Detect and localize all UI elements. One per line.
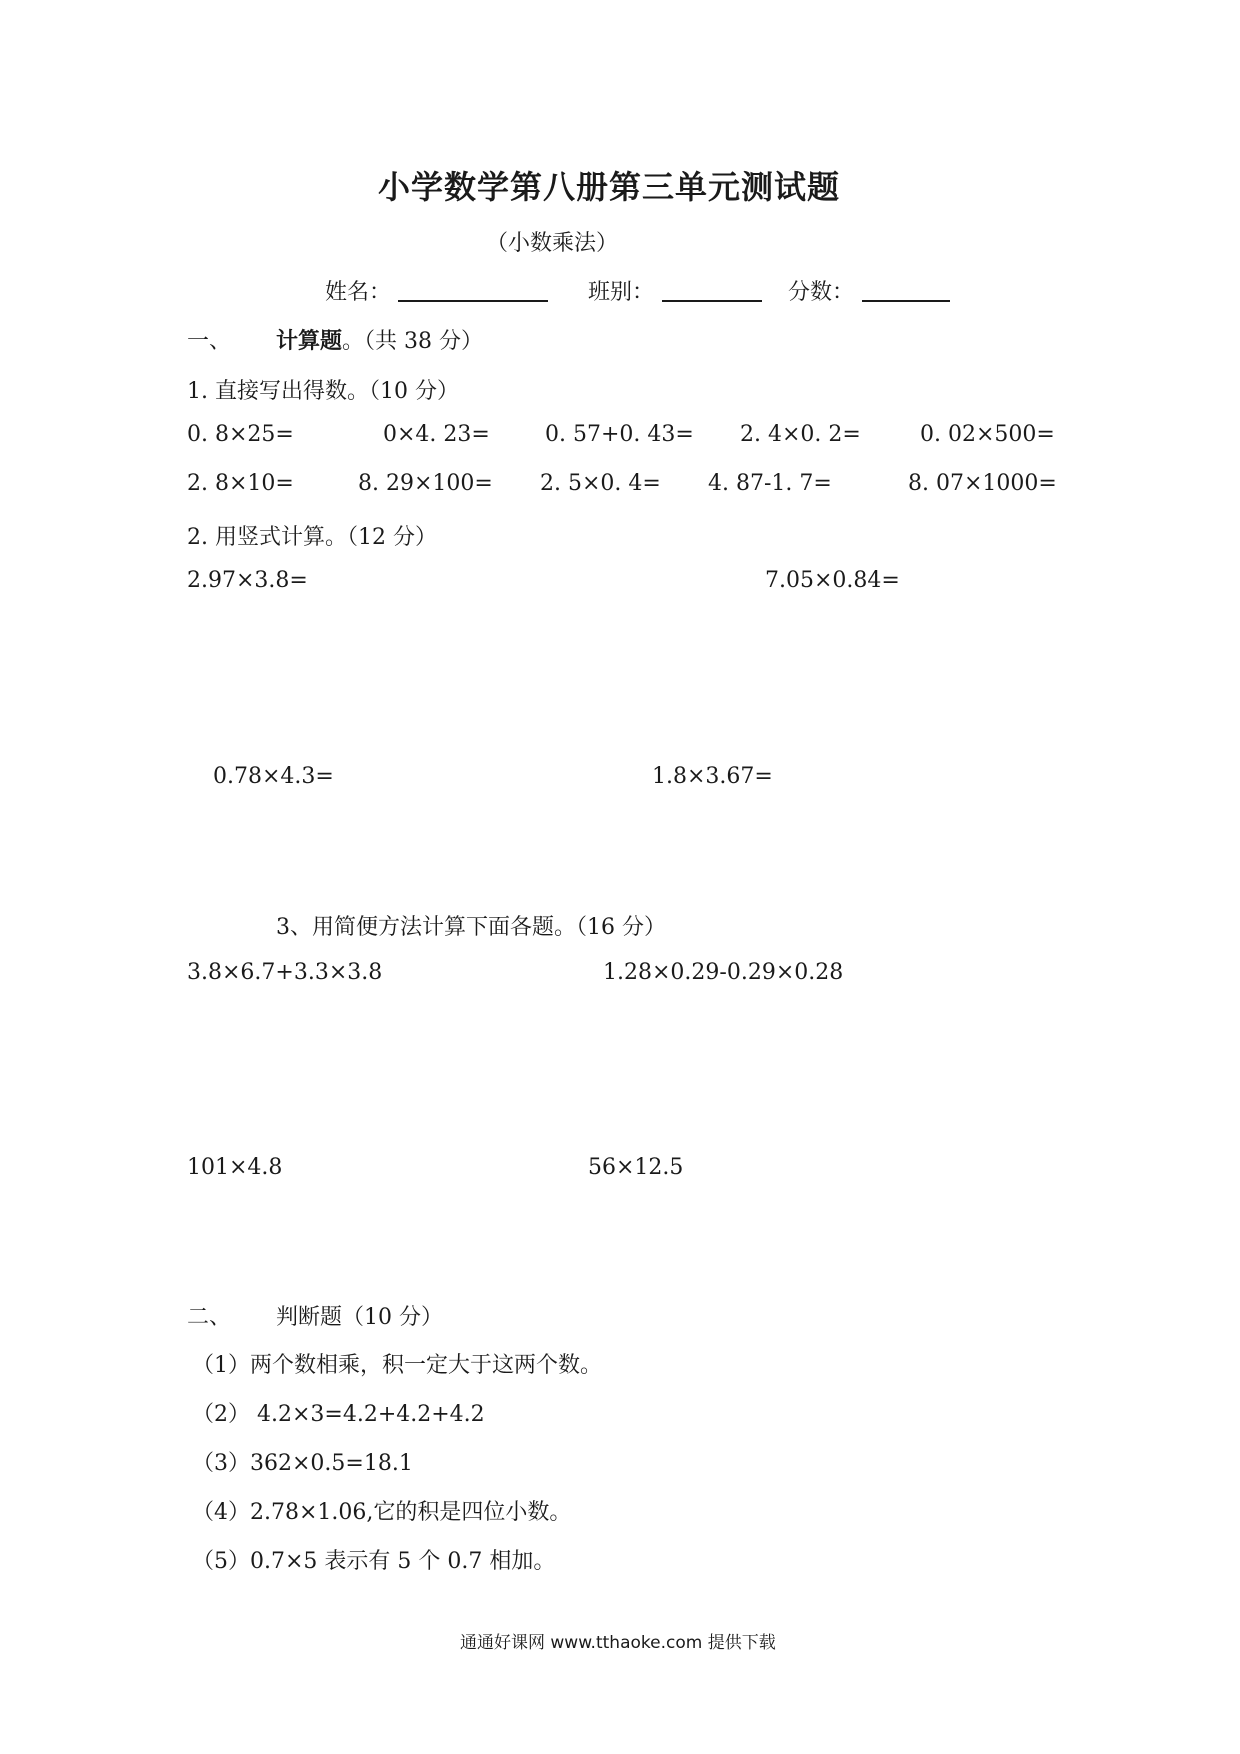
q1-row2-item: 2. 8×10= [187,471,294,496]
q3-title: 3、用简便方法计算下面各题。（16 分） [276,915,666,940]
section1-heading-rest: 。（共 38 分） [342,329,483,354]
class-field[interactable] [662,300,762,302]
q1-row2-item: 8. 07×1000= [908,471,1057,496]
q2-item: 7.05×0.84= [765,568,900,593]
q1-row2-item: 8. 29×100= [358,471,493,496]
q3-item: 1.28×0.29-0.29×0.28 [603,960,844,985]
page-subtitle: （小数乘法） [486,231,619,256]
judge-item: （5）0.7×5 表示有 5 个 0.7 相加。 [192,1549,556,1574]
score-field[interactable] [862,300,950,302]
q2-title: 2. 用竖式计算。（12 分） [187,525,437,550]
name-field[interactable] [398,300,548,302]
q3-item: 56×12.5 [588,1155,684,1180]
q1-row1-item: 0. 02×500= [920,422,1055,447]
q1-row1-item: 0. 57+0. 43= [545,422,694,447]
q1-row2-item: 2. 5×0. 4= [540,471,661,496]
q2-item: 2.97×3.8= [187,568,308,593]
q1-title: 1. 直接写出得数。（10 分） [187,379,459,404]
section1-number: 一、 [187,329,232,354]
footer-note: 通通好课网 www.tthaoke.com 提供下载 [460,1633,776,1653]
section1-heading [276,324,483,355]
class-label: 班别： [588,280,655,305]
q1-row2-item: 4. 87-1. 7= [708,471,832,496]
judge-item: （3）362×0.5=18.1 [192,1451,413,1476]
judge-item: （1）两个数相乘，积一定大于这两个数。 [192,1353,602,1378]
section1-heading-bold: 计算题 [276,328,343,354]
q3-item: 3.8×6.7+3.3×3.8 [187,960,383,985]
score-label: 分数： [788,280,855,305]
judge-item: （2） 4.2×3=4.2+4.2+4.2 [192,1402,485,1427]
judge-item: （4）2.78×1.06,它的积是四位小数。 [192,1500,572,1525]
q1-row1-item: 0. 8×25= [187,422,294,447]
q1-row1-item: 0×4. 23= [383,422,490,447]
page-title: 小学数学第八册第三单元测试题 [378,168,841,206]
q1-row1-item: 2. 4×0. 2= [740,422,861,447]
section2-heading: 判断题（10 分） [276,1305,443,1330]
q2-item: 1.8×3.67= [652,764,773,789]
q2-item: 0.78×4.3= [213,764,334,789]
name-label: 姓名： [325,280,392,305]
q3-item: 101×4.8 [187,1155,283,1180]
section2-number: 二、 [187,1305,232,1330]
